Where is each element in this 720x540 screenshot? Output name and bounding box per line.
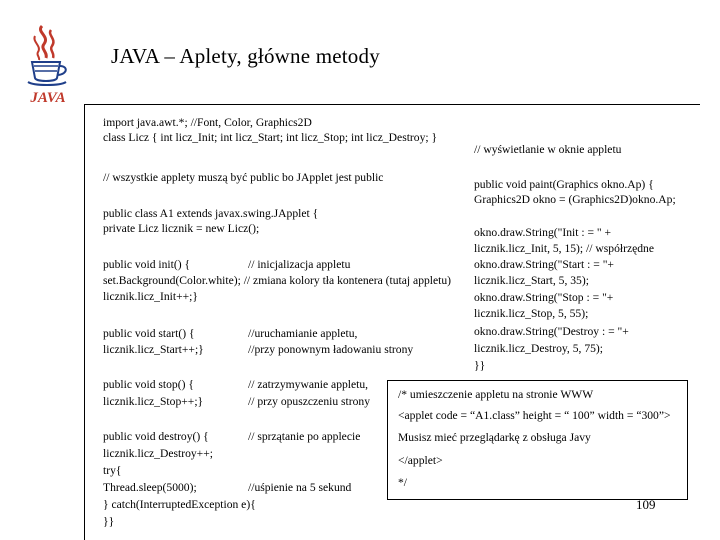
code-line: licznik.licz_Stop, 5, 55); [474,307,589,320]
code-comment: // zatrzymywanie appletu, [248,378,369,391]
code-line: okno.draw.String("Stop : = "+ [474,291,614,304]
box-line: */ [398,476,408,489]
title-divider [84,104,700,105]
code-line: okno.draw.String("Start : = "+ [474,258,614,271]
box-line: Musisz mieć przeglądarkę z obsługa Javy [398,431,591,444]
code-line: class Licz { int licz_Init; int licz_Start; int licz_Stop; int licz_Destroy; } [103,131,438,144]
code-line: public void stop() { [103,378,194,391]
code-comment: //uruchamianie appletu, [248,327,358,340]
code-line: licznik.licz_Destroy++; [103,447,213,460]
code-line: licznik.licz_Init++;} [103,290,198,303]
box-line: <applet code = “A1.class” height = “ 100” width = “300”> [398,409,671,422]
code-comment: // inicjalizacja appletu [248,258,351,271]
code-line: public void paint(Graphics okno.Ap) { [474,178,654,191]
code-comment: // wyświetlanie w oknie appletu [474,143,622,156]
code-line: licznik.licz_Start, 5, 35); [474,274,589,287]
code-line: licznik.licz_Destroy, 5, 75); [474,342,603,355]
code-line: okno.draw.String("Init : = " + [474,226,612,239]
java-logo [20,22,76,106]
code-comment: // przy opuszczeniu strony [248,395,371,408]
code-line: Graphics2D okno = (Graphics2D)okno.Ap; [474,193,676,206]
code-comment: //uśpienie na 5 sekund [248,481,352,494]
slide-title: JAVA – Aplety, główne metody [111,44,380,68]
code-comment: // sprzątanie po applecie [248,430,361,443]
code-line: } catch(InterruptedException e){ [103,498,256,511]
code-line: }} [103,515,115,528]
code-line: public void destroy() { [103,430,209,443]
code-line: public void init() { [103,258,191,271]
code-line: licznik.licz_Init, 5, 15); // współrzędne [474,242,654,255]
code-line: okno.draw.String("Destroy : = "+ [474,325,629,338]
java-coffee-cup-icon [20,22,76,106]
code-line: public void start() { [103,327,195,340]
page-number: 109 [636,497,656,512]
code-line: try{ [103,464,122,477]
left-divider [84,104,85,540]
code-comment: //przy ponownym ładowaniu strony [248,343,414,356]
code-line: licznik.licz_Stop++;} [103,395,204,408]
java-logo-text: JAVA [30,90,66,106]
code-line: // wszystkie applety muszą być public bo JApplet jest public [103,171,384,184]
code-line: public class A1 extends javax.swing.JApplet { [103,207,319,220]
code-line: import java.awt.*; //Font, Color, Graphics2D [103,116,312,129]
code-line: set.Background(Color.white); // zmiana kolory tła kontenera (tutaj appletu) [103,274,452,287]
code-line: licznik.licz_Start++;} [103,343,204,356]
code-line: Thread.sleep(5000); [103,481,197,494]
code-line: }} [474,359,486,372]
box-line: </applet> [398,454,443,467]
code-line: private Licz licznik = new Licz(); [103,222,260,235]
box-line: /* umieszczenie appletu na stronie WWW [398,388,594,401]
